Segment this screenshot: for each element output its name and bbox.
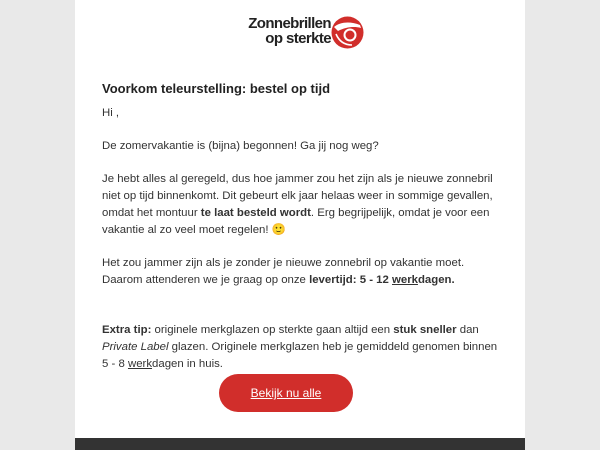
p2-bold: te laat besteld wordt [200,207,311,219]
view-all-sunglasses-button[interactable]: Bekijk nu alle zonnebrillen [219,374,353,412]
paragraph-1: De zomervakantie is (bijna) begonnen! Ga jij nog weg? [102,140,379,152]
p3-levertijd [309,274,455,286]
email-body [102,80,502,389]
p3-dagen: dagen. [417,274,455,286]
logo-line-1: Zonnebrillen [248,15,331,32]
p4-private-label: Private Label [102,341,169,353]
p4-text-b: originele merkglazen op sterkte gaan altijd een [151,324,394,336]
paragraph-3 [102,255,502,289]
smile-emoji: 🙂 [271,224,286,236]
p4-stuk-sneller: stuk sneller [393,324,457,336]
p3-werk: werk [392,274,418,286]
paragraph-4 [102,322,502,373]
paragraph-2 [102,171,502,239]
p2-text-c: . Erg begrijpelijk, omdat je voor een vakantie al zo veel moet regelen! [102,207,490,236]
p4-werk: werk [127,358,153,370]
email-container [75,0,525,450]
p3-text-a: Het zou jammer zijn als je zonder je nieuwe zonnebril op vakantie moet. Daarom attenderen we je graag op onze [102,257,465,286]
p4-text-h: dagen in huis. [152,358,223,370]
email-footer [75,438,525,450]
p3-text-b: levertijd: 5 - 12 [309,274,392,286]
p4-text-f: glazen. Originele merkglazen heb je gemiddeld genomen binnen 5 - 8 [102,341,498,370]
logo-wordmark [235,16,331,46]
p2-text-a: Je hebt alles al geregeld, dus hoe jammer zou het zijn als je nieuwe zonnebril niet op tijd binnenkomt. Dit gebeurt elk jaar helaas weer in sommige gevallen, omdat het montuur [102,173,493,219]
extra-tip-label: Extra tip: [102,324,152,336]
brand-logo[interactable] [235,15,365,55]
p4-text-d: dan [456,324,479,336]
sunglasses-logo-icon [330,15,365,50]
email-heading: Voorkom teleurstelling: bestel op tijd [102,81,331,96]
logo-line-2: op sterkte [265,30,331,47]
greeting: Hi , [102,107,120,119]
